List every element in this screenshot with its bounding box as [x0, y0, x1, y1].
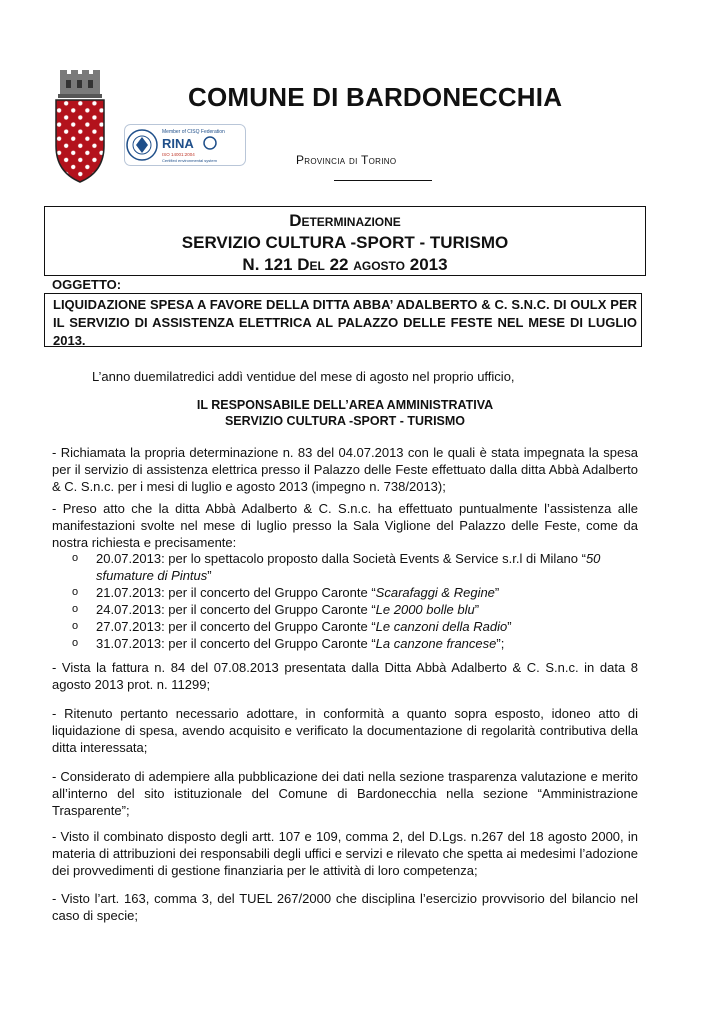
- cert-iso-text: ISO 14001:2004: [162, 152, 195, 157]
- event-suffix: ”: [507, 619, 512, 634]
- responsabile-heading: [52, 397, 638, 429]
- list-item: [70, 618, 638, 635]
- responsabile-line-2: SERVIZIO CULTURA -SPORT - TURISMO: [224, 414, 466, 428]
- circle-bullet-icon: o: [72, 620, 79, 632]
- determination-number: [45, 255, 645, 275]
- events-list: [70, 550, 638, 652]
- list-item: [70, 601, 638, 618]
- determination-month: agosto: [353, 255, 406, 274]
- intro-paragraph: L’anno duemilatredici addì ventidue del mese di agosto nel proprio ufficio,: [92, 369, 515, 384]
- circle-bullet-icon: o: [72, 637, 79, 649]
- municipality-title: COMUNE DI BARDONECCHIA: [188, 82, 563, 112]
- event-prefix: 20.07.2013: per lo spettacolo proposto dalla Società Events & Service s.r.l di Milano “: [96, 551, 586, 566]
- determination-service: SERVIZIO CULTURA -SPORT - TURISMO: [181, 233, 509, 252]
- determination-del: Del: [297, 255, 325, 274]
- determination-number-prefix: N. 121: [242, 255, 298, 274]
- event-title: Scarafaggi & Regine: [375, 585, 495, 600]
- event-prefix: 24.07.2013: per il concerto del Gruppo Caronte “: [96, 602, 376, 617]
- event-prefix: 21.07.2013: per il concerto del Gruppo Caronte “: [96, 585, 376, 600]
- list-item: [70, 584, 638, 601]
- paragraph-vista-fattura: - Vista la fattura n. 84 del 07.08.2013 presentata dalla Ditta Abbà Adalberto & C. S.n.c. in data 8 agosto 2013 prot. n. 11299;: [52, 660, 638, 692]
- province-divider: [334, 180, 432, 181]
- municipal-crest-icon: [52, 68, 108, 186]
- event-title: Le canzoni della Radio: [375, 619, 508, 634]
- cert-rina-text: RINA: [162, 136, 194, 151]
- event-title: La canzone francese: [375, 636, 497, 651]
- rina-certification-logo: [124, 124, 246, 166]
- cert-member-text: Member of CISQ Federation: [162, 129, 225, 135]
- circle-bullet-icon: o: [72, 552, 79, 564]
- paragraph-visto-art-163: - Visto l’art. 163, comma 3, del TUEL 267/2000 che disciplina l’esercizio provvisorio del bilancio nel caso di specie;: [52, 891, 638, 923]
- determination-day: 22: [324, 255, 354, 274]
- determination-box: [44, 206, 646, 276]
- event-suffix: ”;: [496, 636, 505, 651]
- event-suffix: ”: [207, 568, 212, 583]
- paragraph-considerato: - Considerato di adempiere alla pubblicazione dei dati nella sezione trasparenza valutazione e merito all’interno del sito istituzionale del Comune di Bardonecchia nella sezione “Amministrazione Trasparente”;: [52, 769, 638, 818]
- event-title: Le 2000 bolle blu: [375, 602, 475, 617]
- circle-bullet-icon: o: [72, 603, 79, 615]
- paragraph-preso-atto: - Preso atto che la ditta Abbà Adalberto & C. S.n.c. ha effettuato puntualmente l’assistenza alle manifestazioni svolte nel mese di luglio presso la Sala Viglione del Palazzo delle Feste, come da nostra richiesta e precisamente:: [52, 501, 638, 550]
- paragraph-ritenuto: - Ritenuto pertanto necessario adottare, in conformità a quanto sopra esposto, idoneo atto di liquidazione di spesa, avendo acquisito e verificato la documentazione di regolarità contributiva della ditta interessata;: [52, 706, 638, 755]
- determination-label: Determinazione: [289, 211, 401, 230]
- paragraph-visto-artt: - Visto il combinato disposto degli artt. 107 e 109, comma 2, del D.Lgs. n.267 del 18 agosto 2000, in materia di attribuzioni dei responsabili degli uffici e servizi e rilevato che spetta ai medesimi l’adozione dei provvedimenti di gestione finanziaria per le attività di loro competenza;: [52, 829, 638, 878]
- list-item: [70, 550, 638, 584]
- oggetto-text: LIQUIDAZIONE SPESA A FAVORE DELLA DITTA ABBA’ ADALBERTO & C. S.N.C. DI OULX PER IL SERVIZIO DI ASSISTENZA ELETTRICA AL PALAZZO DELLE FESTE NEL MESE DI LUGLIO 2013.: [44, 293, 642, 347]
- event-suffix: ”: [494, 585, 500, 600]
- responsabile-line-1: IL RESPONSABILE DELL’AREA AMMINISTRATIVA: [196, 398, 494, 412]
- cert-system-text: Certified environmental system: [162, 158, 217, 163]
- event-prefix: 27.07.2013: per il concerto del Gruppo Caronte “: [96, 619, 376, 634]
- paragraph-richiamata: - Richiamata la propria determinazione n. 83 del 04.07.2013 con le quali è stata impegnata la spesa per il servizio di assistenza elettrica presso il Palazzo delle Feste effettuato dalla ditta Abbà Adalberto & C. S.n.c. per i mesi di luglio e agosto 2013 (impegno n. 738/2013);: [52, 445, 638, 494]
- event-title: 50 sfumature di Pintus: [96, 551, 601, 583]
- event-suffix: ”: [474, 602, 480, 617]
- determination-year: 2013: [405, 255, 448, 274]
- event-prefix: 31.07.2013: per il concerto del Gruppo Caronte “: [96, 636, 376, 651]
- oggetto-label: OGGETTO:: [52, 277, 122, 292]
- circle-bullet-icon: o: [72, 586, 79, 598]
- province-label: Provincia di Torino: [296, 153, 397, 167]
- list-item: [70, 635, 638, 652]
